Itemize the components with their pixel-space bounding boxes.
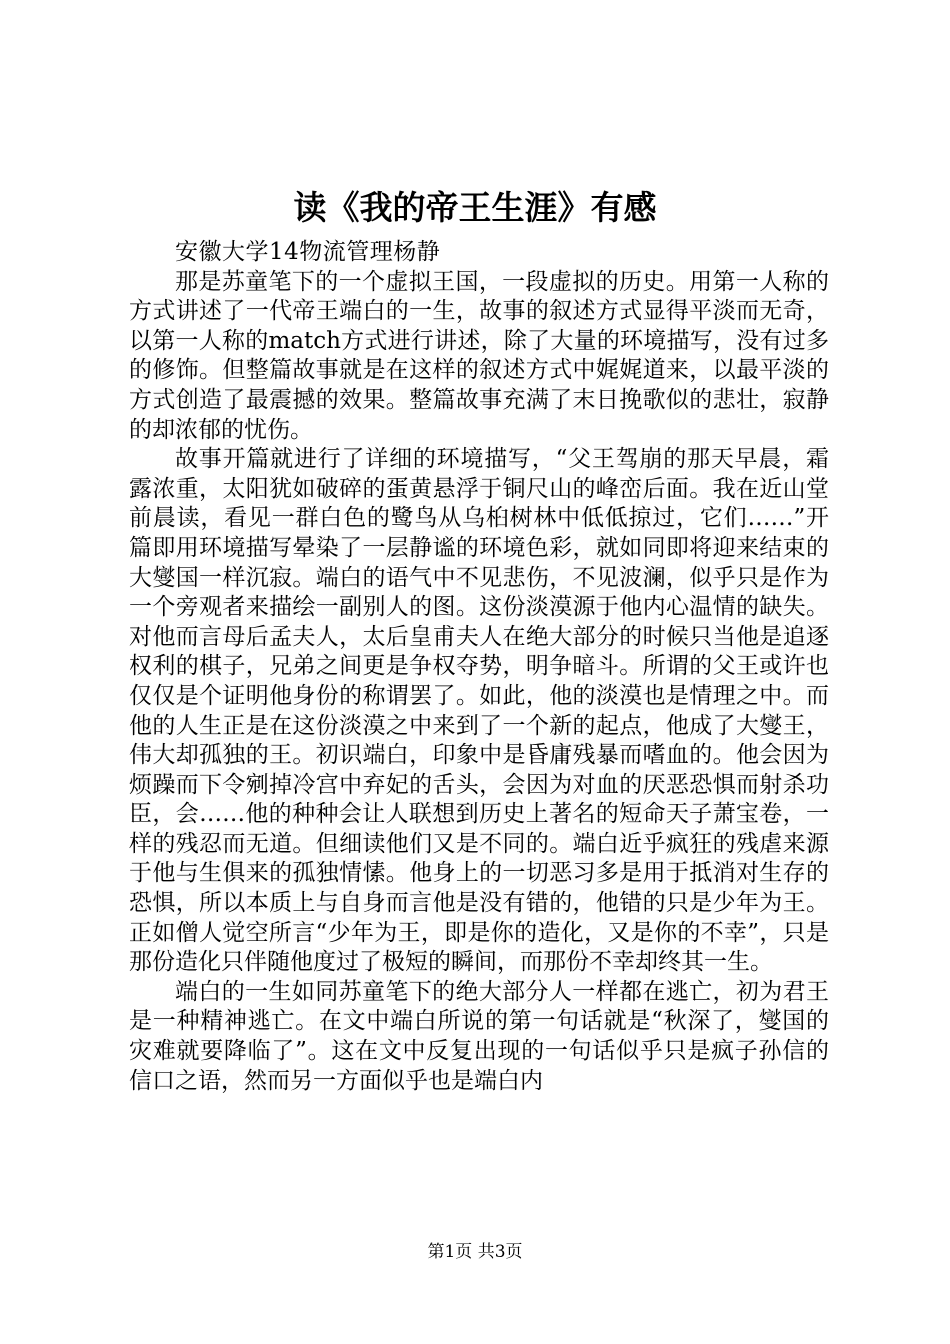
paragraph-1: 那是苏童笔下的一个虚拟王国，一段虚拟的历史。用第一人称的方式讲述了一代帝王端白的一生，故事的叙述方式显得平淡而无奇，以第一人称的match方式进行讲述，除了大量的环境描写，没有过多的修饰。但整篇故事就是在这样的叙述方式中娓娓道来，以最平淡的方式创造了最震撼的效果。整篇故事充满了末日挽歌似的悲壮，寂静的却浓郁的忧伤。 (129, 268, 829, 443)
document-body (129, 238, 829, 1096)
page-number-footer: 第1页 共3页 (427, 1242, 523, 1262)
document-title: 读《我的帝王生涯》有感 (293, 188, 657, 227)
paragraph-3: 端白的一生如同苏童笔下的绝大部分人一样都在逃亡，初为君王是一种精神逃亡。在文中端白所说的第一句话就是“秋深了，燮国的灾难就要降临了”。这在文中反复出现的一句话似乎只是疯子孙信的信口之语，然而另一方面似乎也是端白内 (129, 978, 829, 1094)
author-line: 安徽大学14物流管理杨静 (175, 239, 441, 265)
paragraph-2: 故事开篇就进行了详细的环境描写，“父王驾崩的那天早晨，霜露浓重，太阳犹如破碎的蛋黄悬浮于铜尺山的峰峦后面。我在近山堂前晨读，看见一群白色的鹭鸟从乌桕树林中低低掠过，它们……”开篇即用环境描写晕染了一层静谧的环境色彩，就如同即将迎来结束的大燮国一样沉寂。端白的语气中不见悲伤，不见波澜，似乎只是作为一个旁观者来描绘一副别人的图。这份淡漠源于他内心温情的缺失。对他而言母后孟夫人，太后皇甫夫人在绝大部分的时候只当他是追逐权利的棋子，兄弟之间更是争权夺势，明争暗斗。所谓的父王或许也仅仅是个证明他身份的称谓罢了。如此，他的淡漠也是情理之中。而他的人生正是在这份淡漠之中来到了一个新的起点，他成了大燮王，伟大却孤独的王。初识端白，印象中是昏庸残暴而嗜血的。他会因为烦躁而下令剜掉冷宫中弃妃的舌头，会因为对血的厌恶恐惧而射杀功臣，会……他的种种会让人联想到历史上著名的短命天子萧宝卷，一样的残忍而无道。但细读他们又是不同的。端白近乎疯狂的残虐来源于他与生俱来的孤独情愫。他身上的一切恶习多是用于抵消对生存的恐惧，所以本质上与自身而言他是没有错的，他错的只是少年为王。正如僧人觉空所言“少年为王，即是你的造化，又是你的不幸”，只是那份造化只伴随他度过了极短的瞬间，而那份不幸却终其一生。 (129, 446, 829, 976)
